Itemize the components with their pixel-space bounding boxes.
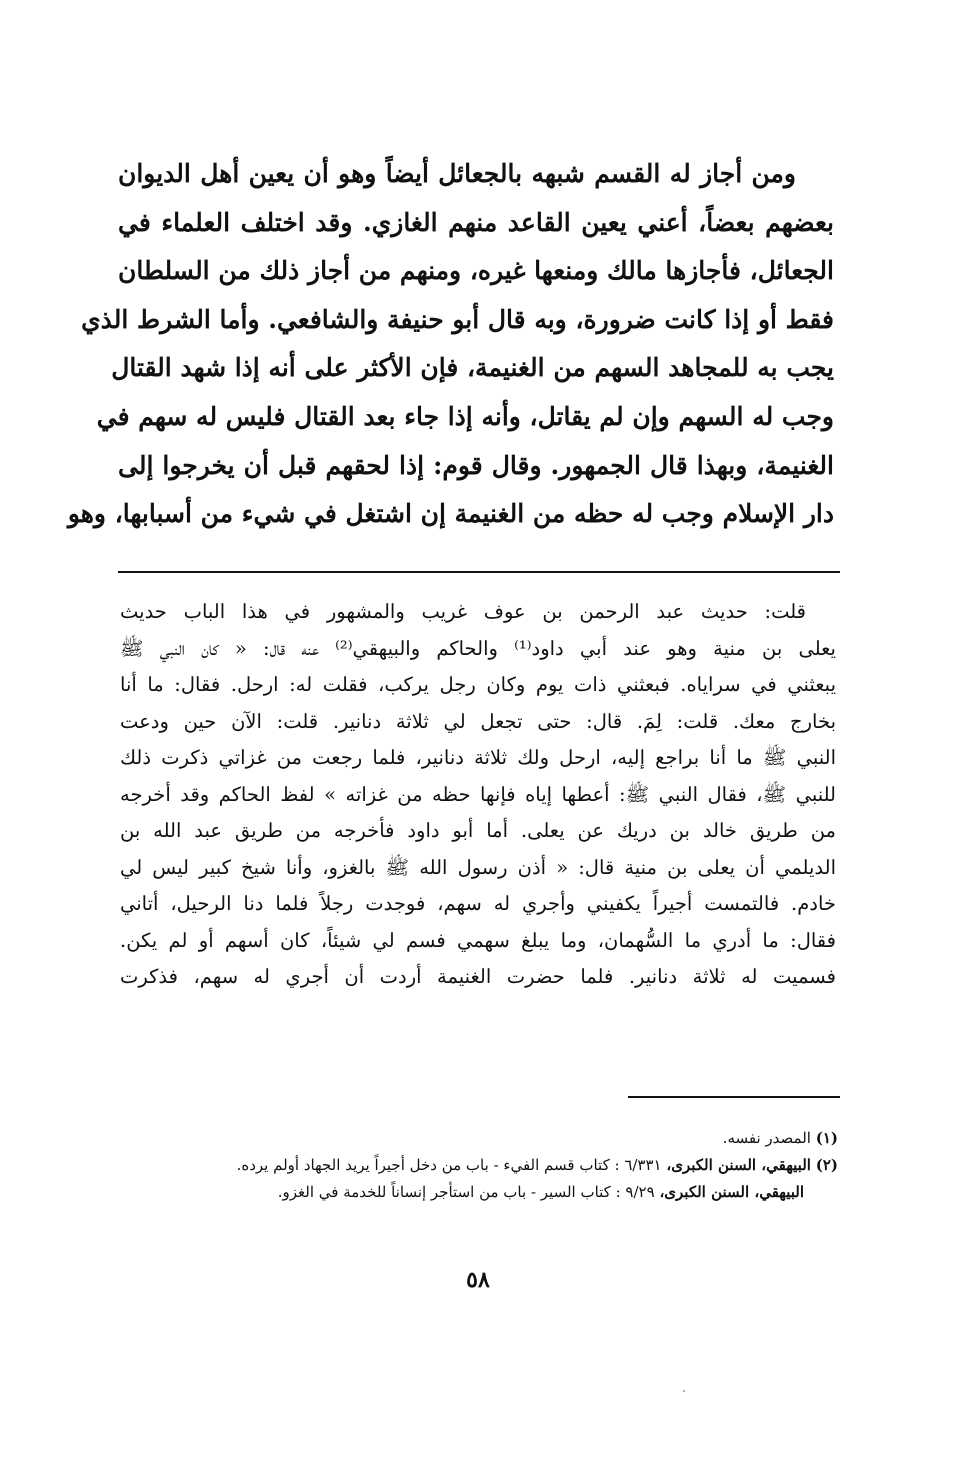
main-text-line: الغنيمة، وبهذا قال الجمهور. وقال قوم: إذا لحقهم قبل أن يخرجوا إلى: [118, 450, 834, 480]
commentary-line: فسميت له ثلاثة دنانير. فلما حضرت الغنيمة أردت أن أجري له سهم، فذكرت: [120, 965, 836, 988]
main-text-line: فقط أو إذا كانت ضرورة، وبه قال أبو حنيفة والشافعي. وأما الشرط الذي: [81, 304, 834, 334]
main-text-line: دار الإسلام وجب له حظه من الغنيمة إن اشتغل في شيء من أسبابها، وهو: [67, 499, 834, 529]
footnote-text: ٦/٣٣١ : كتاب قسم الفيء - باب من دخل أجيراً يريد الجهاد أولم يرده.: [236, 1156, 667, 1174]
commentary-line: من طريق خالد بن دريك عن يعلى. أما أبو داود فأخرجه من طريق عبد الله بن: [120, 819, 836, 842]
main-text-line: وجب له السهم وإن لم يقاتل، وأنه إذا جاء بعد القتال فليس له سهم في: [96, 401, 834, 431]
page-number: ٥٨: [466, 1267, 490, 1293]
footnote-2-continued: [118, 1179, 838, 1206]
footnote-divider: [628, 1096, 840, 1098]
commentary-line: خادم. فالتمست أجيراً يكفيني وأجري له سهم، فوجدت رجلاً فلما دنا الرحيل، أتاني: [120, 892, 836, 915]
main-text-line: ومن أجاز له القسم شبهه بالجعائل أيضاً وهو أن يعين أهل الديوان: [118, 159, 796, 188]
section-divider: [118, 571, 840, 573]
main-text-line: يجب به للمجاهد السهم من الغنيمة، فإن الأكثر على أنه إذا شهد القتال: [111, 353, 834, 383]
footnote-text: المصدر نفسه.: [722, 1129, 811, 1147]
main-text-line: بعضهم بعضاً، أعني يعين القاعد منهم الغازي. وقد اختلف العلماء في: [118, 207, 834, 237]
main-text-line: الجعائل، فأجازها مالك ومنعها غيره، ومنهم من أجاز ذلك من السلطان: [118, 256, 834, 286]
footnote-2: [118, 1152, 838, 1179]
footnote-1: [118, 1125, 838, 1152]
commentary-block: [120, 594, 836, 996]
commentary-line: الديلمي أن يعلى بن منية قال: « أذن رسول الله ﷺ بالغزو، وأنا شيخ كبير ليس لي: [120, 855, 836, 879]
commentary-line: يعلى بن منية وهو عند أبي داود⁽¹⁾ والحاكم والبيهقي⁽²⁾ عنه قال: « كان النبي ﷺ: [120, 636, 836, 660]
scan-speck: [683, 1390, 685, 1392]
footnote-source: البيهقي، السنن الكبرى،: [666, 1156, 811, 1174]
footnote-number: (١): [815, 1129, 838, 1147]
commentary-line: فقال: ما أدري ما السُّهمان، وما يبلغ سهمي فسم لي شيئاً، كان أسهم أو لم يكن.: [120, 928, 836, 952]
commentary-line: يبعثني في سراياه. فبعثني ذات يوم وكان رجل يركب، فقلت له: ارحل. فقال: ما أنا: [120, 673, 836, 696]
footnote-text: ٩/٢٩ : كتاب السير - باب من استأجر إنساناً للخدمة في الغزو.: [277, 1183, 660, 1201]
main-text-block: [67, 150, 834, 539]
footnotes-block: [118, 1125, 838, 1206]
commentary-line: قلت: حديث عبد الرحمن بن عوف غريب والمشهور في هذا الباب حديث: [120, 600, 806, 623]
commentary-line: للنبي ﷺ، فقال النبي ﷺ: أعطها إياه فإنها حظه من غزاته » لفظ الحاكم وقد أخرجه: [120, 782, 836, 806]
footnote-number: (٢): [815, 1156, 838, 1174]
footnote-source: البيهقي، السنن الكبرى،: [659, 1183, 804, 1201]
commentary-line: بخارج معك. قلت: لِمَ. قال: حتى تجعل لي ثلاثة دنانير. قلت: الآن حين ودعت: [120, 709, 836, 733]
commentary-line: النبي ﷺ ما أنا براجع إليه، ارحل ولك ثلاثة دنانير، فلما رجعت من غزاتي ذكرت ذلك: [120, 746, 836, 769]
